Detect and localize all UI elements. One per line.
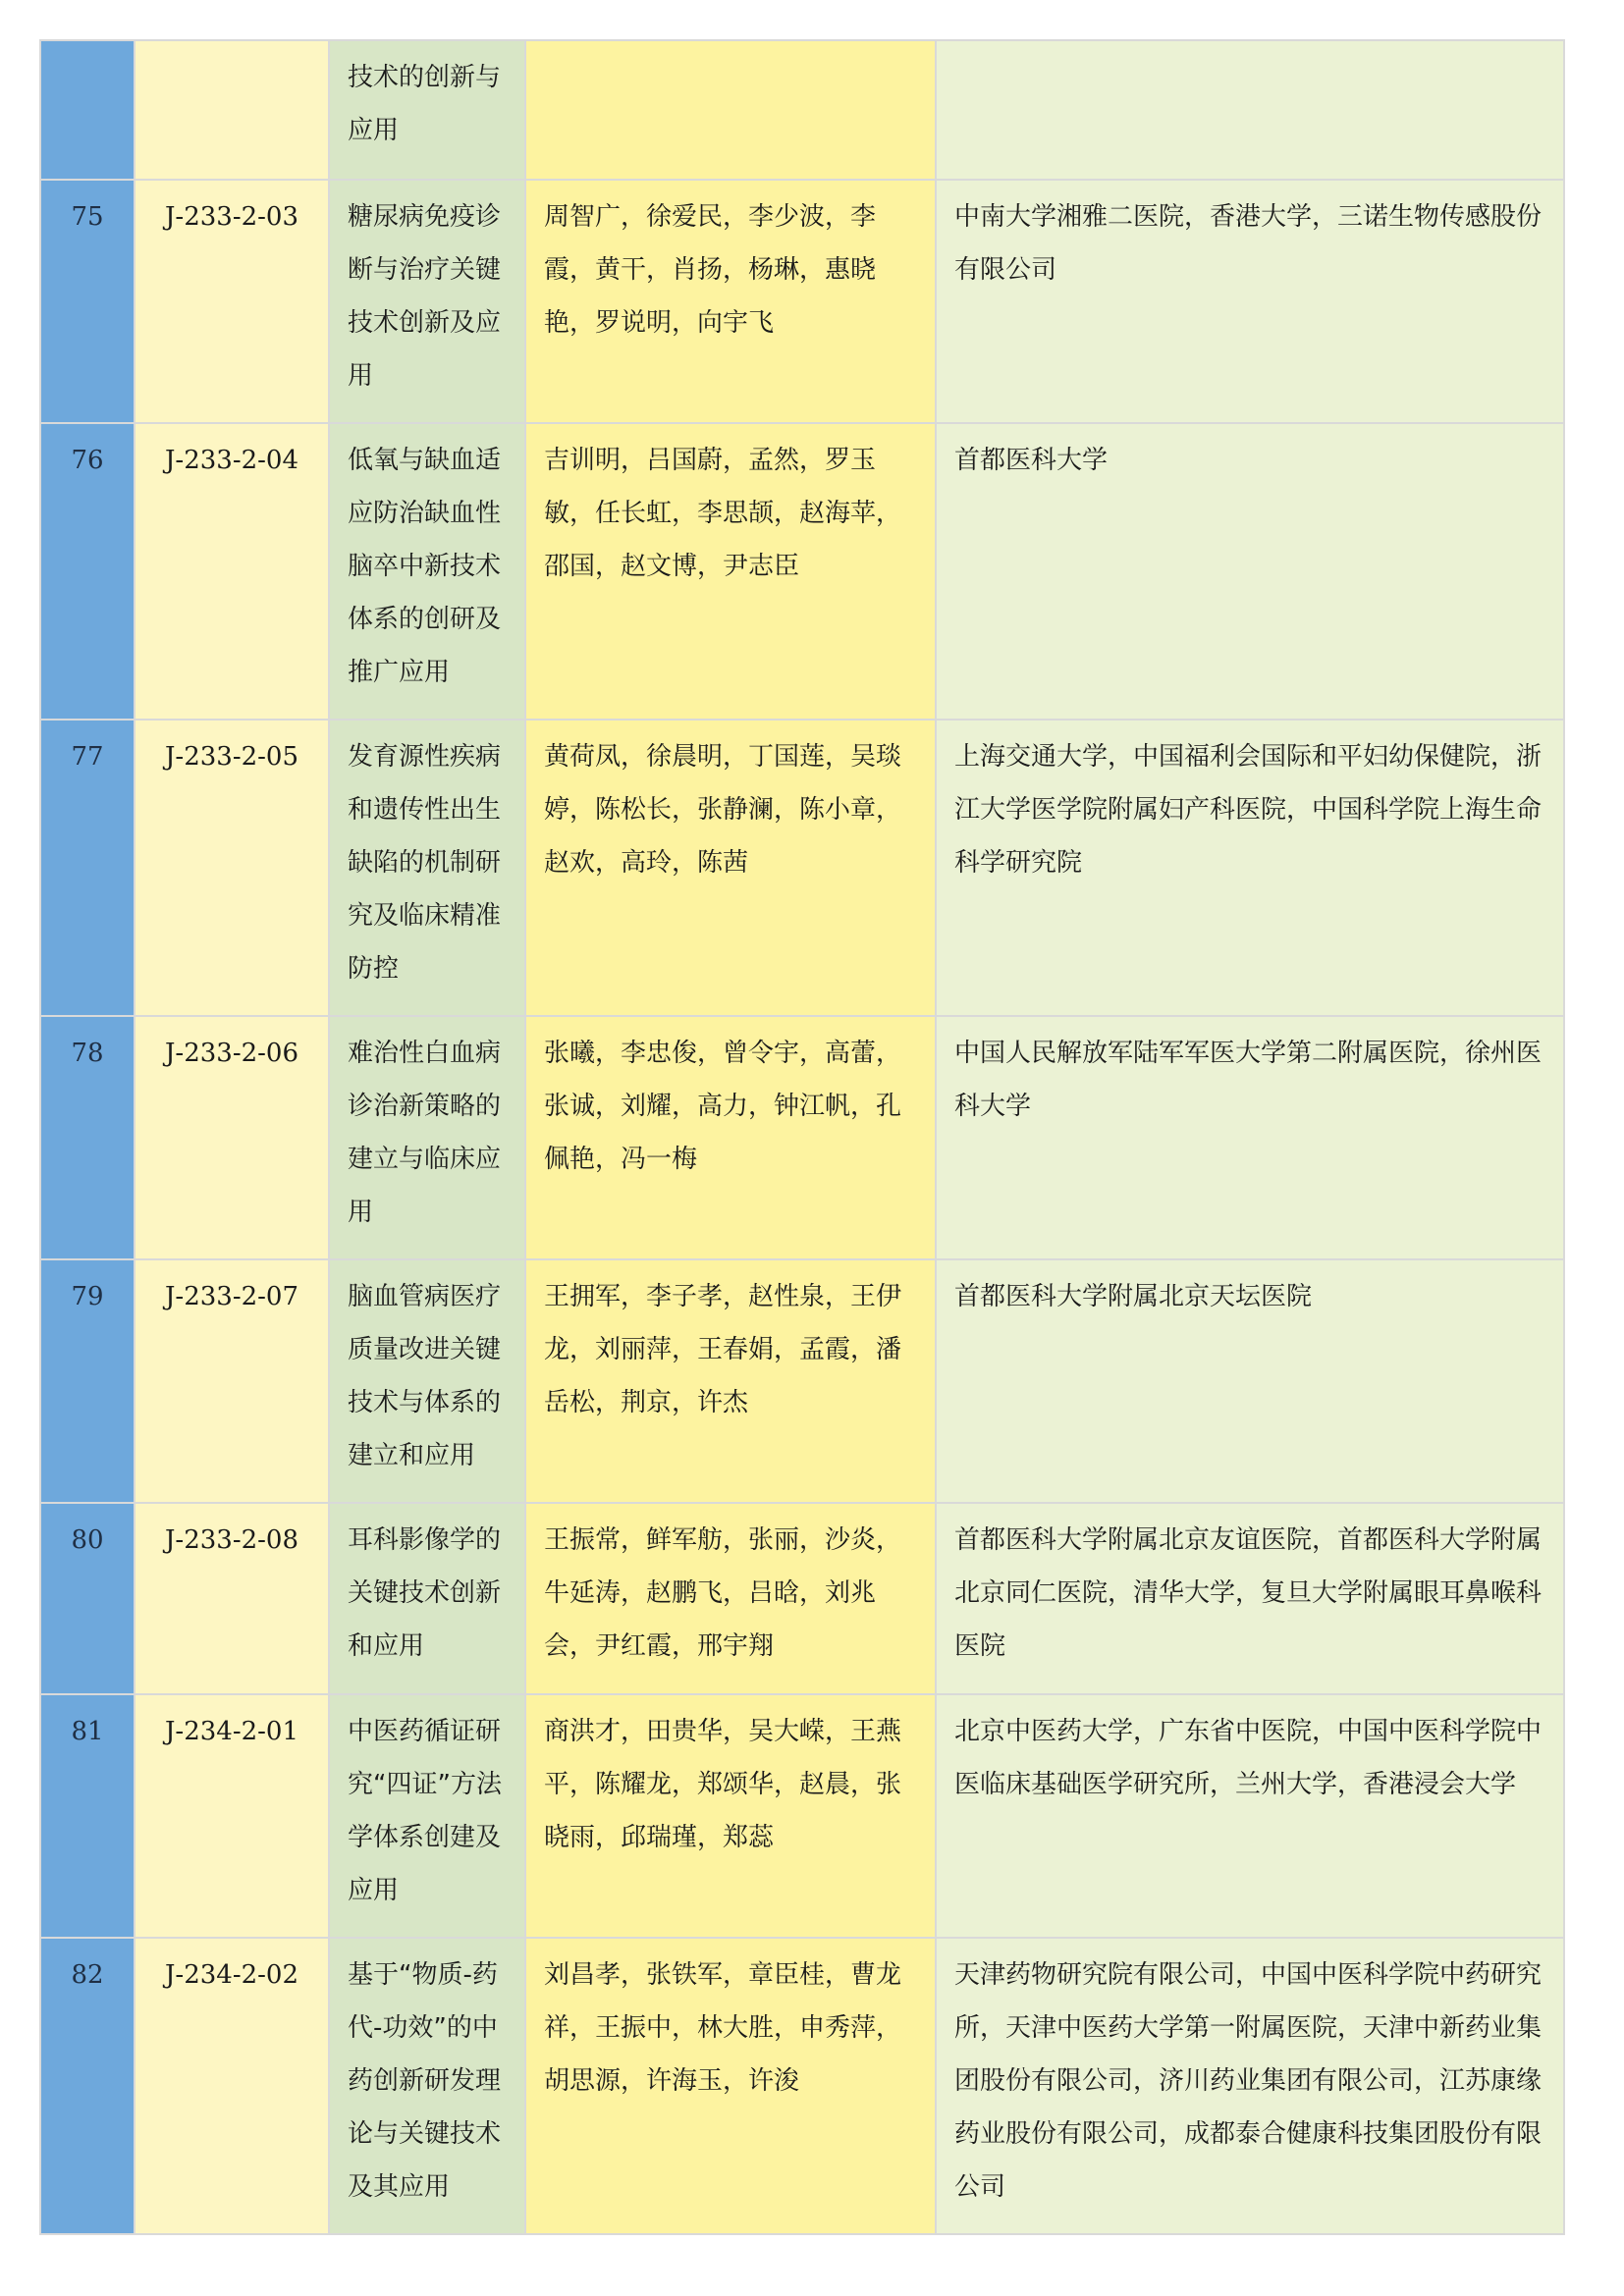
row-index-cell: 78	[40, 1016, 135, 1259]
organizations-cell	[936, 40, 1564, 180]
organizations-cell: 首都医科大学附属北京友谊医院，首都医科大学附属北京同仁医院，清华大学，复旦大学附属眼耳鼻喉科医院	[936, 1503, 1564, 1694]
project-code-cell: J-234-2-02	[135, 1938, 329, 2234]
project-code-cell: J-233-2-06	[135, 1016, 329, 1259]
completers-cell: 吉训明，吕国蔚，孟然，罗玉敏，任长虹，李思颉，赵海苹，邵国，赵文博，尹志臣	[525, 423, 936, 720]
organizations-cell: 天津药物研究院有限公司，中国中医科学院中药研究所，天津中医药大学第一附属医院，天津中新药业集团股份有限公司，济川药业集团有限公司，江苏康缘药业股份有限公司，成都泰合健康科技集团股份有限公司	[936, 1938, 1564, 2234]
project-title-cell: 低氧与缺血适应防治缺血性脑卒中新技术体系的创研及推广应用	[329, 423, 525, 720]
project-code-cell: J-233-2-03	[135, 180, 329, 423]
project-title-cell: 耳科影像学的关键技术创新和应用	[329, 1503, 525, 1694]
project-title-cell: 脑血管病医疗质量改进关键技术与体系的建立和应用	[329, 1259, 525, 1503]
completers-cell: 刘昌孝，张铁军，章臣桂，曹龙祥，王振中，林大胜，申秀萍，胡思源，许海玉，许浚	[525, 1938, 936, 2234]
organizations-cell: 中南大学湘雅二医院，香港大学，三诺生物传感股份有限公司	[936, 180, 1564, 423]
project-code-cell: J-233-2-07	[135, 1259, 329, 1503]
project-code-cell: J-233-2-08	[135, 1503, 329, 1694]
row-index-cell: 80	[40, 1503, 135, 1694]
completers-cell: 王振常，鲜军舫，张丽，沙炎，牛延涛，赵鹏飞，吕晗，刘兆会，尹红霞，邢宇翔	[525, 1503, 936, 1694]
project-title-cell: 中医药循证研究“四证”方法学体系创建及应用	[329, 1694, 525, 1938]
table-row	[40, 1938, 1564, 2234]
table-row	[40, 40, 1564, 180]
project-code-cell: J-233-2-04	[135, 423, 329, 720]
organizations-cell: 北京中医药大学，广东省中医院，中国中医科学院中医临床基础医学研究所，兰州大学，香港浸会大学	[936, 1694, 1564, 1938]
project-code-cell	[135, 40, 329, 180]
completers-cell: 商洪才，田贵华，吴大嵘，王燕平，陈耀龙，郑颂华，赵晨，张晓雨，邱瑞瑾，郑蕊	[525, 1694, 936, 1938]
row-index-cell: 76	[40, 423, 135, 720]
table-row	[40, 720, 1564, 1016]
organizations-cell: 中国人民解放军陆军军医大学第二附属医院，徐州医科大学	[936, 1016, 1564, 1259]
row-index-cell: 77	[40, 720, 135, 1016]
completers-cell: 黄荷凤，徐晨明，丁国莲，吴琰婷，陈松长，张静澜，陈小章，赵欢，高玲，陈茜	[525, 720, 936, 1016]
table-row	[40, 180, 1564, 423]
project-title-cell: 基于“物质-药代-功效”的中药创新研发理论与关键技术及其应用	[329, 1938, 525, 2234]
project-code-cell: J-233-2-05	[135, 720, 329, 1016]
project-title-cell: 难治性白血病诊治新策略的建立与临床应用	[329, 1016, 525, 1259]
completers-cell: 王拥军，李子孝，赵性泉，王伊龙，刘丽萍，王春娟，孟霞，潘岳松，荆京，许杰	[525, 1259, 936, 1503]
table-row	[40, 1259, 1564, 1503]
completers-cell: 张曦，李忠俊，曾令宇，高蕾，张诚，刘耀，高力，钟江帆，孔佩艳，冯一梅	[525, 1016, 936, 1259]
row-index-cell: 82	[40, 1938, 135, 2234]
organizations-cell: 首都医科大学	[936, 423, 1564, 720]
table-row	[40, 1016, 1564, 1259]
completers-cell	[525, 40, 936, 180]
table-row	[40, 1694, 1564, 1938]
row-index-cell: 79	[40, 1259, 135, 1503]
project-title-cell: 技术的创新与应用	[329, 40, 525, 180]
table-row	[40, 423, 1564, 720]
organizations-cell: 首都医科大学附属北京天坛医院	[936, 1259, 1564, 1503]
row-index-cell	[40, 40, 135, 180]
project-title-cell: 发育源性疾病和遗传性出生缺陷的机制研究及临床精准防控	[329, 720, 525, 1016]
project-title-cell: 糖尿病免疫诊断与治疗关键技术创新及应用	[329, 180, 525, 423]
row-index-cell: 75	[40, 180, 135, 423]
organizations-cell: 上海交通大学，中国福利会国际和平妇幼保健院，浙江大学医学院附属妇产科医院，中国科学院上海生命科学研究院	[936, 720, 1564, 1016]
table-row	[40, 1503, 1564, 1694]
award-table	[39, 39, 1565, 2235]
row-index-cell: 81	[40, 1694, 135, 1938]
award-list-page	[39, 39, 1563, 2235]
completers-cell: 周智广，徐爱民，李少波，李霞，黄干，肖扬，杨琳，惠晓艳，罗说明，向宇飞	[525, 180, 936, 423]
project-code-cell: J-234-2-01	[135, 1694, 329, 1938]
